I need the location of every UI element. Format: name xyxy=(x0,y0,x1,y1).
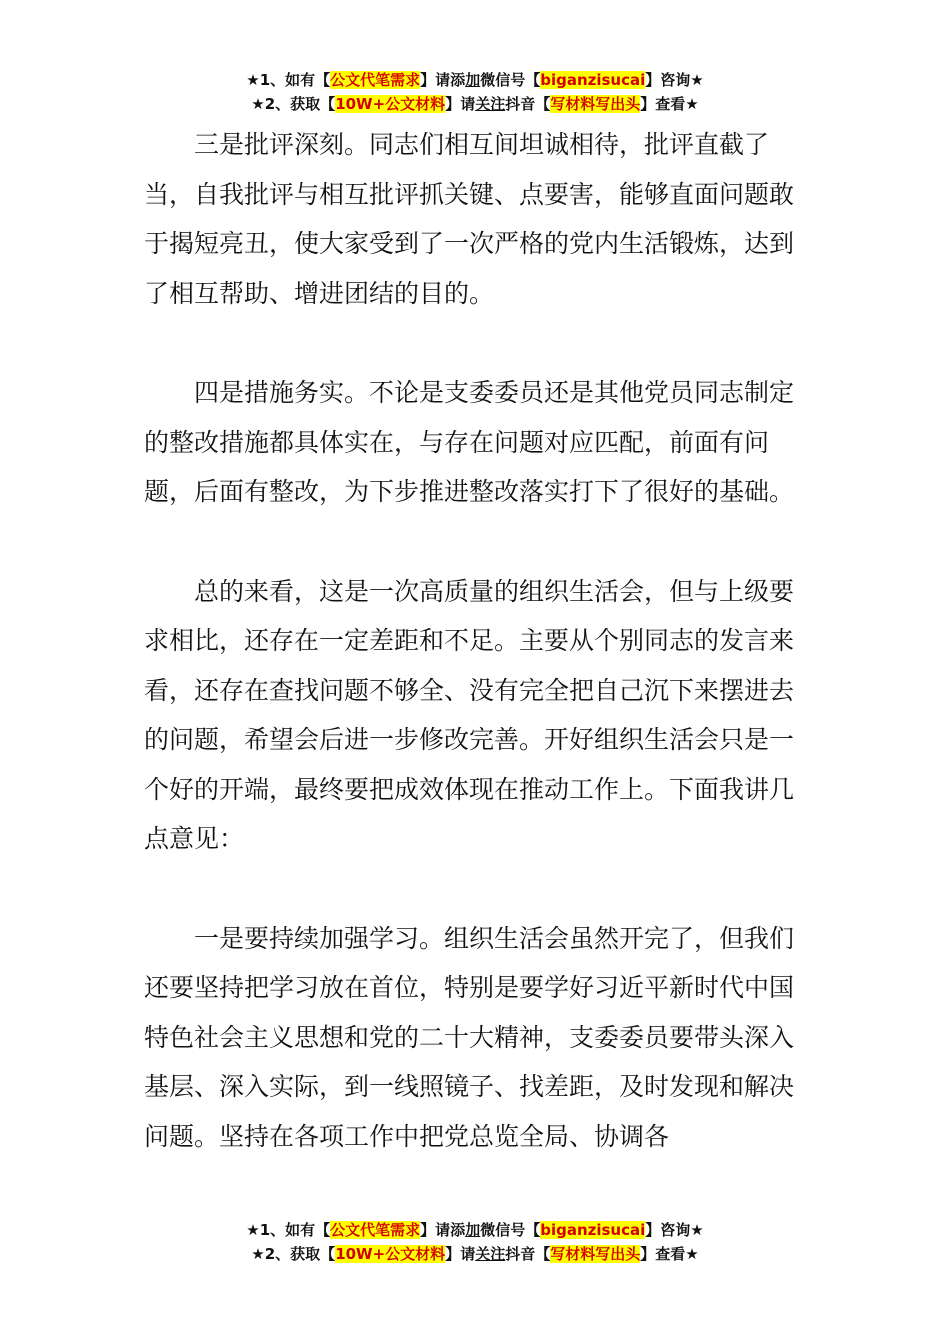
banner-text: 】查看★ xyxy=(640,1245,699,1263)
banner-text: 抖音【 xyxy=(505,1245,551,1263)
banner-text: 】请添 xyxy=(420,1221,466,1239)
banner-highlight: 公文代笔需求 xyxy=(330,1221,421,1239)
footer-banner xyxy=(0,1218,950,1266)
banner-text: 】请添 xyxy=(420,71,466,89)
banner-highlight: 写材料写出头 xyxy=(550,1245,641,1263)
banner-text: 抖音【 xyxy=(505,95,551,113)
banner-line-1 xyxy=(0,1218,950,1242)
banner-line-1 xyxy=(0,68,950,92)
banner-highlight: 10W+公文材料 xyxy=(335,95,446,113)
banner-line-2 xyxy=(0,1242,950,1266)
paragraph: 三是批评深刻。同志们相互间坦诚相待，批评直截了当，自我批评与相互批评抓关键、点要害，能够直面问题敢于揭短亮丑，使大家受到了一次严格的党内生活锻炼，达到了相互帮助、增进团结的目的。 xyxy=(144,130,795,308)
banner-text: 】咨询★ xyxy=(645,1221,704,1239)
banner-underlined: 加 xyxy=(465,1221,481,1239)
banner-text: 】请 xyxy=(445,95,476,113)
banner-highlight: 10W+公文材料 xyxy=(335,1245,446,1263)
header-banner xyxy=(0,68,950,116)
banner-highlight: biganzisucai xyxy=(540,71,646,89)
banner-highlight: 公文代笔需求 xyxy=(330,71,421,89)
document-body xyxy=(144,120,808,1161)
paragraph: 四是措施务实。不论是支委委员还是其他党员同志制定的整改措施都具体实在，与存在问题对应匹配，前面有问题，后面有整改，为下步推进整改落实打下了很好的基础。 xyxy=(144,378,795,506)
banner-underlined: 关注 xyxy=(475,95,506,113)
banner-highlight: 写材料写出头 xyxy=(550,95,641,113)
banner-text: ★2、获取【 xyxy=(251,1245,336,1263)
banner-text: ★2、获取【 xyxy=(251,95,336,113)
banner-text: 】请 xyxy=(445,1245,476,1263)
banner-line-2 xyxy=(0,92,950,116)
banner-text: 】查看★ xyxy=(640,95,699,113)
banner-highlight: biganzisucai xyxy=(540,1221,646,1239)
banner-text: 微信号【 xyxy=(480,1221,541,1239)
banner-text: ★1、如有【 xyxy=(246,1221,331,1239)
banner-text: ★1、如有【 xyxy=(246,71,331,89)
paragraph: 一是要持续加强学习。组织生活会虽然开完了，但我们还要坚持把学习放在首位，特别是要学好习近平新时代中国特色社会主义思想和党的二十大精神，支委委员要带头深入基层、深入实际，到一线照镜子、找差距，及时发现和解决问题。坚持在各项工作中把党总览全局、协调各 xyxy=(144,923,795,1151)
banner-underlined: 关注 xyxy=(475,1245,506,1263)
paragraph: 总的来看，这是一次高质量的组织生活会，但与上级要求相比，还存在一定差距和不足。主要从个别同志的发言来看，还存在查找问题不够全、没有完全把自己沉下来摆进去的问题，希望会后进一步修改完善。开好组织生活会只是一个好的开端，最终要把成效体现在推动工作上。下面我讲几点意见： xyxy=(144,576,795,853)
banner-underlined: 加 xyxy=(465,71,481,89)
banner-text: 微信号【 xyxy=(480,71,541,89)
banner-text: 】咨询★ xyxy=(645,71,704,89)
